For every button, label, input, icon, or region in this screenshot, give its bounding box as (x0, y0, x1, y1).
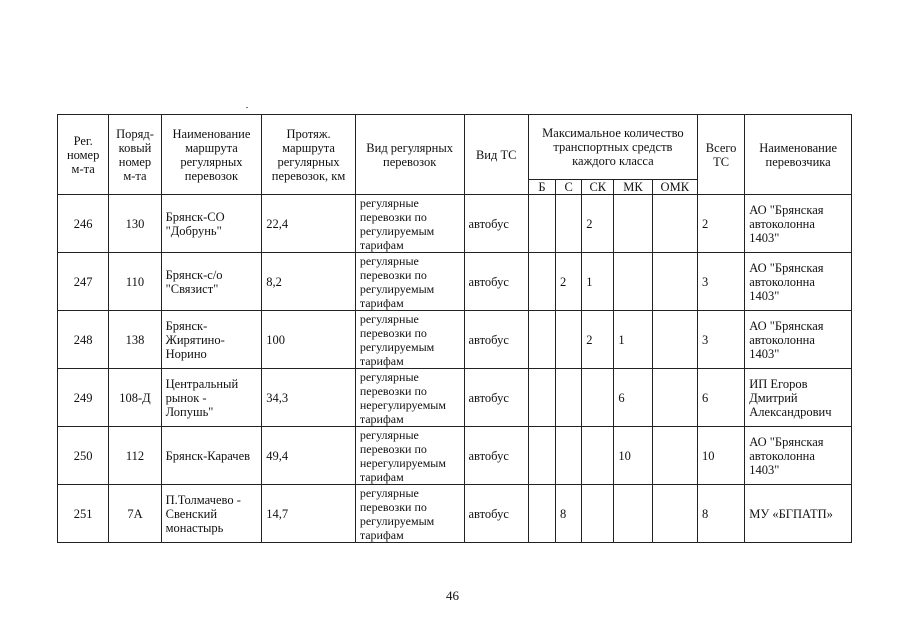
page-number: 46 (446, 588, 459, 603)
cell-class-b (528, 427, 555, 485)
cell-class-b (528, 195, 555, 253)
cell-transport-type: регулярные перевозки по регулируемым тарифам (355, 253, 464, 311)
cell-total: 10 (697, 427, 744, 485)
cell-class-mk (614, 195, 652, 253)
cell-carrier: ИП Егоров Дмитрий Александрович (745, 369, 852, 427)
cell-class-mk (614, 253, 652, 311)
cell-reg: 250 (58, 427, 109, 485)
cell-class-b (528, 369, 555, 427)
header-route-name: Наименование маршрута регулярных перевозок (161, 115, 262, 195)
cell-class-s: 2 (556, 253, 582, 311)
cell-order: 112 (109, 427, 161, 485)
cell-transport-type: регулярные перевозки по регулируемым тарифам (355, 485, 464, 543)
cell-reg: 246 (58, 195, 109, 253)
table-row (58, 369, 852, 427)
cell-order: 108-Д (109, 369, 161, 427)
table-row (58, 427, 852, 485)
cell-total: 6 (697, 369, 744, 427)
routes-registry-table (57, 114, 852, 543)
cell-class-sk: 1 (582, 253, 614, 311)
cell-carrier: АО "Брянская автоколонна 1403" (745, 427, 852, 485)
cell-vehicle: автобус (464, 311, 528, 369)
table-header-row (58, 115, 852, 180)
cell-class-sk: 2 (582, 311, 614, 369)
cell-total: 3 (697, 253, 744, 311)
cell-class-mk: 6 (614, 369, 652, 427)
cell-class-b (528, 485, 555, 543)
cell-vehicle: автобус (464, 369, 528, 427)
table-row (58, 253, 852, 311)
cell-vehicle: автобус (464, 485, 528, 543)
cell-length: 49,4 (262, 427, 356, 485)
header-vehicle-type: Вид ТС (464, 115, 528, 195)
cell-route-name: Брянск- Жирятино- Норино (161, 311, 262, 369)
header-order-number: Поряд- ковый номер м-та (109, 115, 161, 195)
cell-class-omk (652, 485, 697, 543)
cell-transport-type: регулярные перевозки по регулируемым тарифам (355, 195, 464, 253)
table-row (58, 195, 852, 253)
cell-carrier: МУ «БГПАТП» (745, 485, 852, 543)
cell-class-b (528, 311, 555, 369)
table-row (58, 311, 852, 369)
cell-class-s (556, 427, 582, 485)
cell-class-omk (652, 427, 697, 485)
header-max-count: Максимальное количество транспортных средств каждого класса (528, 115, 697, 180)
header-reg-number: Рег. номер м-та (58, 115, 109, 195)
cell-carrier: АО "Брянская автоколонна 1403" (745, 311, 852, 369)
cell-class-sk (582, 427, 614, 485)
cell-transport-type: регулярные перевозки по нерегулируемым тарифам (355, 427, 464, 485)
cell-route-name: Брянск-Карачев (161, 427, 262, 485)
header-total: Всего ТС (697, 115, 744, 195)
cell-class-mk (614, 485, 652, 543)
header-class-sk: СК (582, 180, 614, 195)
cell-length: 34,3 (262, 369, 356, 427)
cell-class-mk: 1 (614, 311, 652, 369)
cell-order: 138 (109, 311, 161, 369)
scan-speck (246, 107, 248, 108)
cell-reg: 248 (58, 311, 109, 369)
cell-length: 100 (262, 311, 356, 369)
cell-class-omk (652, 195, 697, 253)
cell-carrier: АО "Брянская автоколонна 1403" (745, 195, 852, 253)
header-transport-type: Вид регулярных перевозок (355, 115, 464, 195)
cell-order: 110 (109, 253, 161, 311)
cell-reg: 251 (58, 485, 109, 543)
header-class-mk: МК (614, 180, 652, 195)
cell-reg: 249 (58, 369, 109, 427)
cell-class-s (556, 311, 582, 369)
header-class-b: Б (528, 180, 555, 195)
cell-length: 14,7 (262, 485, 356, 543)
header-class-s: С (556, 180, 582, 195)
cell-class-sk (582, 369, 614, 427)
cell-transport-type: регулярные перевозки по регулируемым тарифам (355, 311, 464, 369)
table-row (58, 485, 852, 543)
header-carrier: Наименование перевозчика (745, 115, 852, 195)
cell-total: 3 (697, 311, 744, 369)
cell-class-omk (652, 369, 697, 427)
cell-route-name: Центральный рынок - Лопушь" (161, 369, 262, 427)
cell-total: 2 (697, 195, 744, 253)
cell-order: 7А (109, 485, 161, 543)
cell-class-omk (652, 253, 697, 311)
cell-length: 22,4 (262, 195, 356, 253)
cell-class-s (556, 369, 582, 427)
cell-route-name: Брянск-СО "Добрунь" (161, 195, 262, 253)
cell-vehicle: автобус (464, 427, 528, 485)
cell-class-s (556, 195, 582, 253)
header-length: Протяж. маршрута регулярных перевозок, км (262, 115, 356, 195)
cell-class-sk (582, 485, 614, 543)
cell-route-name: Брянск-с/о "Связист" (161, 253, 262, 311)
cell-carrier: АО "Брянская автоколонна 1403" (745, 253, 852, 311)
cell-class-omk (652, 311, 697, 369)
cell-vehicle: автобус (464, 253, 528, 311)
cell-class-s: 8 (556, 485, 582, 543)
cell-vehicle: автобус (464, 195, 528, 253)
cell-class-b (528, 253, 555, 311)
cell-transport-type: регулярные перевозки по нерегулируемым тарифам (355, 369, 464, 427)
cell-class-sk: 2 (582, 195, 614, 253)
cell-order: 130 (109, 195, 161, 253)
cell-length: 8,2 (262, 253, 356, 311)
cell-reg: 247 (58, 253, 109, 311)
header-class-omk: ОМК (652, 180, 697, 195)
cell-total: 8 (697, 485, 744, 543)
cell-class-mk: 10 (614, 427, 652, 485)
cell-route-name: П.Толмачево - Свенский монастырь (161, 485, 262, 543)
